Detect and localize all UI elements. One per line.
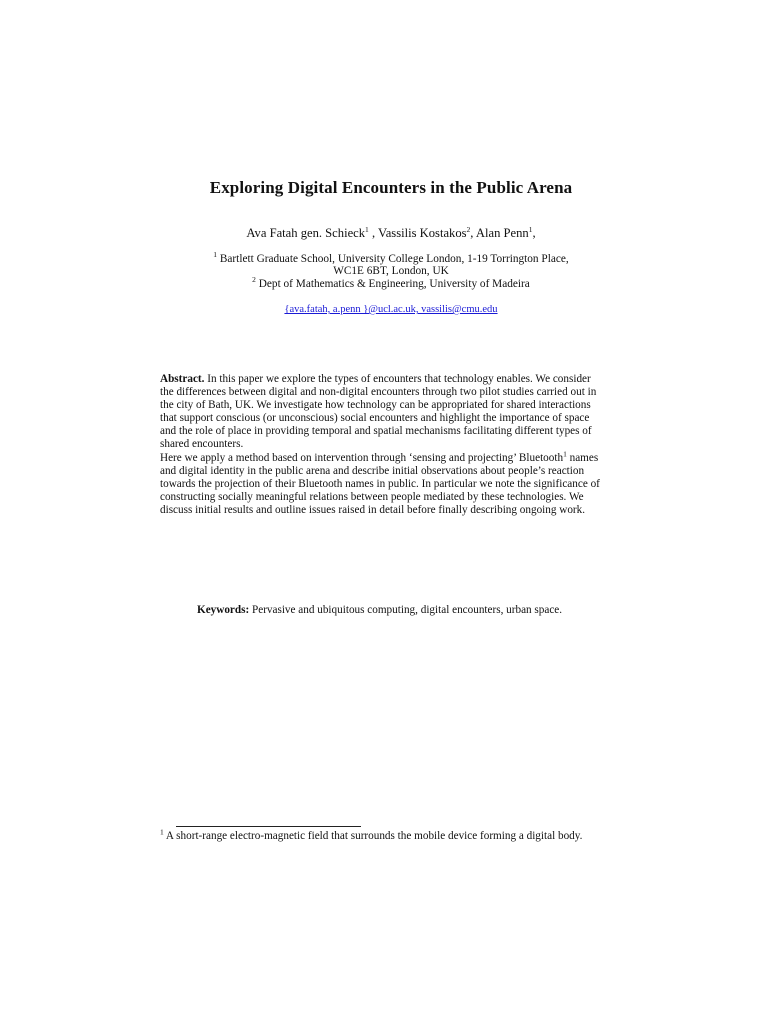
- author-name: Vassilis Kostakos: [378, 226, 467, 240]
- affiliation-text: Bartlett Graduate School, University College London, 1-19 Torrington Place,: [219, 253, 569, 265]
- abstract-text: In this paper we explore the types of encounters that technology enables. We consider the differences between digital and non-digital encounters through two pilot studies carried out in the city of Bath, UK. We investigate how technology can be appropriated for shared interactions that support conscious (or unconscious) social encounters and highlight the importance of space and the role of place in providing temporal and spatial mechanisms facilitating different types of shared encounters.: [160, 373, 597, 451]
- abstract-text: Here we apply a method based on intervention through ‘sensing and projecting’ Bluetooth: [160, 451, 564, 464]
- footnote-text: A short-range electro-magnetic field that surrounds the mobile device forming a digital body.: [163, 830, 583, 842]
- abstract-paragraph-2: [160, 448, 603, 517]
- affiliation-marker: 2: [252, 275, 256, 285]
- footnote: [160, 827, 620, 842]
- keywords-text: Pervasive and ubiquitous computing, digital encounters, urban space.: [252, 604, 563, 616]
- footnote-reference: 1: [563, 448, 567, 458]
- author-affiliation-marker: 2: [466, 224, 471, 234]
- abstract-text: names and digital identity in the public arena and describe initial observations about people’s reaction towards the projection of their Bluetooth names in public. In particular we note the significance of constructing socially meaningful relations between people mediated by these technologies. We discuss initial results and outline issues raised in detail before finally describing ongoing work.: [160, 451, 600, 516]
- email-line: [0, 304, 768, 315]
- affiliation-1-line-1: [0, 250, 768, 265]
- paper-title: Exploring Digital Encounters in the Public Arena: [209, 178, 573, 197]
- affiliation-text: Dept of Mathematics & Engineering, University of Madeira: [258, 278, 530, 290]
- keywords-label: Keywords:: [197, 604, 250, 616]
- email-link[interactable]: {ava.fatah, a.penn }@ucl.ac.uk, vassilis@cmu.edu: [284, 304, 498, 315]
- author-separator: ,: [368, 226, 379, 240]
- footnote-marker: 1: [160, 827, 164, 837]
- affiliation-2: [0, 275, 768, 290]
- author-separator: ,: [532, 226, 536, 240]
- affiliation-1-line-2: WC1E 6BT, London, UK: [333, 265, 449, 277]
- author-separator: ,: [470, 226, 476, 240]
- author-affiliation-marker: 1: [365, 224, 369, 234]
- abstract-section: [160, 373, 603, 517]
- author-list: [0, 226, 768, 241]
- author-affiliation-marker: 1: [528, 224, 533, 234]
- abstract-label: Abstract.: [160, 373, 205, 385]
- author-name: Alan Penn: [475, 226, 529, 240]
- abstract-paragraph-1: [160, 373, 603, 452]
- affiliation-marker: 1: [213, 250, 218, 260]
- author-name: Ava Fatah gen. Schieck: [246, 226, 366, 240]
- keywords-section: [197, 604, 571, 617]
- footnote-divider: [176, 826, 361, 827]
